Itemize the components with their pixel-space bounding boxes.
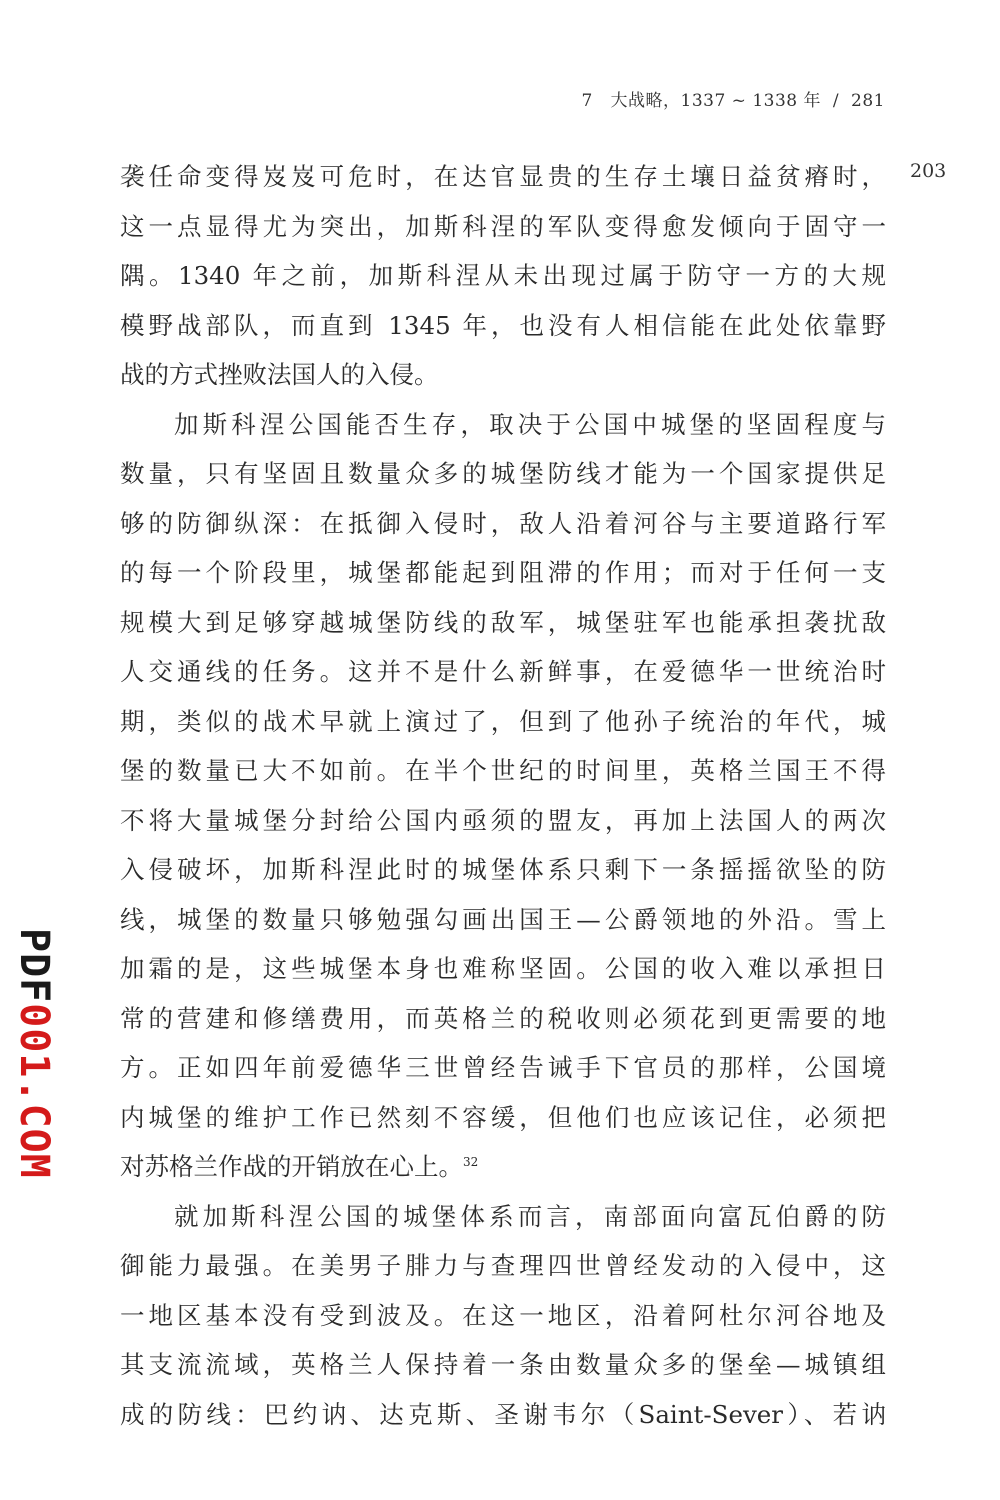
- text-line: 方。正如四年前爱德华三世曾经告诫手下官员的那样，公国境: [120, 1053, 886, 1082]
- text-line: 线，城堡的数量只够勉强勾画出国王—公爵领地的外沿。雪上: [120, 904, 886, 934]
- text-line: 一地区基本没有受到波及。在这一地区，沿着阿杜尔河谷地及: [120, 1300, 886, 1330]
- text-line: 不将大量城堡分封给公国内亟须的盟友，再加上法国人的两次: [120, 805, 886, 835]
- text-line: 数量，只有坚固且数量众多的城堡防线才能为一个国家提供足: [120, 459, 886, 488]
- watermark-part-1: PDF: [11, 928, 57, 1004]
- text-line: 战的方式挫败法国人的入侵。: [120, 360, 439, 389]
- text-line: 模野战部队，而直到 1345 年，也没有人相信能在此处依靠野: [120, 310, 886, 340]
- text-line: 加斯科涅公国能否生存，取决于公国中城堡的坚固程度与: [174, 409, 886, 439]
- chapter-title: 大战略，1337 ~ 1338 年: [610, 91, 821, 111]
- text-line: 期，类似的战术早就上演过了，但到了他孙子统治的年代，城: [120, 706, 886, 736]
- text-line-content: 对苏格兰作战的开销放在心上。: [120, 1152, 463, 1181]
- text-line: 入侵破坏，加斯科涅此时的城堡体系只剩下一条摇摇欲坠的防: [120, 855, 886, 884]
- text-line: 这一点显得尤为突出，加斯科涅的军队变得愈发倾向于固守一: [120, 211, 886, 241]
- text-line: 规模大到足够穿越城堡防线的敌军，城堡驻军也能承担袭扰敌: [120, 607, 886, 637]
- text-line: 常的营建和修缮费用，而英格兰的税收则必须花到更需要的地: [120, 1003, 886, 1033]
- text-line: 袭任命变得岌岌可危时，在达官显贵的生存土壤日益贫瘠时，: [120, 162, 886, 191]
- text-line: 堡的数量已大不如前。在半个世纪的时间里，英格兰国王不得: [120, 756, 886, 785]
- watermark-logo: [11, 928, 57, 1179]
- running-head: [581, 86, 885, 111]
- text-line: 人交通线的任务。这并不是什么新鲜事，在爱德华一世统治时: [120, 657, 886, 686]
- body-text: [120, 152, 886, 1439]
- text-line: 隅。1340 年之前，加斯科涅从未出现过属于防守一方的大规: [120, 261, 886, 290]
- text-line: 加霜的是，这些城堡本身也难称坚固。公国的收入难以承担日: [120, 954, 886, 983]
- text-line: 其支流流域，英格兰人保持着一条由数量众多的堡垒—城镇组: [120, 1350, 886, 1379]
- text-line-with-footnote: [120, 1142, 886, 1192]
- text-line: 成的防线：巴约讷、达克斯、圣谢韦尔（Saint-Sever）、若讷: [120, 1399, 886, 1429]
- text-line: 就加斯科涅公国的城堡体系而言，南部面向富瓦伯爵的防: [174, 1201, 886, 1231]
- text-line: 够的防御纵深：在抵御入侵时，敌人沿着河谷与主要道路行军: [120, 508, 886, 538]
- page-number: 281: [851, 91, 885, 111]
- watermark-part-2: 001.COM: [11, 1003, 57, 1179]
- header-separator: /: [832, 91, 840, 111]
- text-line: 御能力最强。在美男子腓力与查理四世曾经发动的入侵中，这: [120, 1251, 886, 1280]
- chapter-number: 7: [581, 91, 593, 111]
- footnote-marker[interactable]: 32: [463, 1154, 479, 1169]
- text-line: 的每一个阶段里，城堡都能起到阻滞的作用；而对于任何一支: [120, 558, 886, 587]
- text-line: 内城堡的维护工作已然刻不容缓，但他们也应该记住，必须把: [120, 1102, 886, 1132]
- original-page-number: 203: [910, 160, 947, 182]
